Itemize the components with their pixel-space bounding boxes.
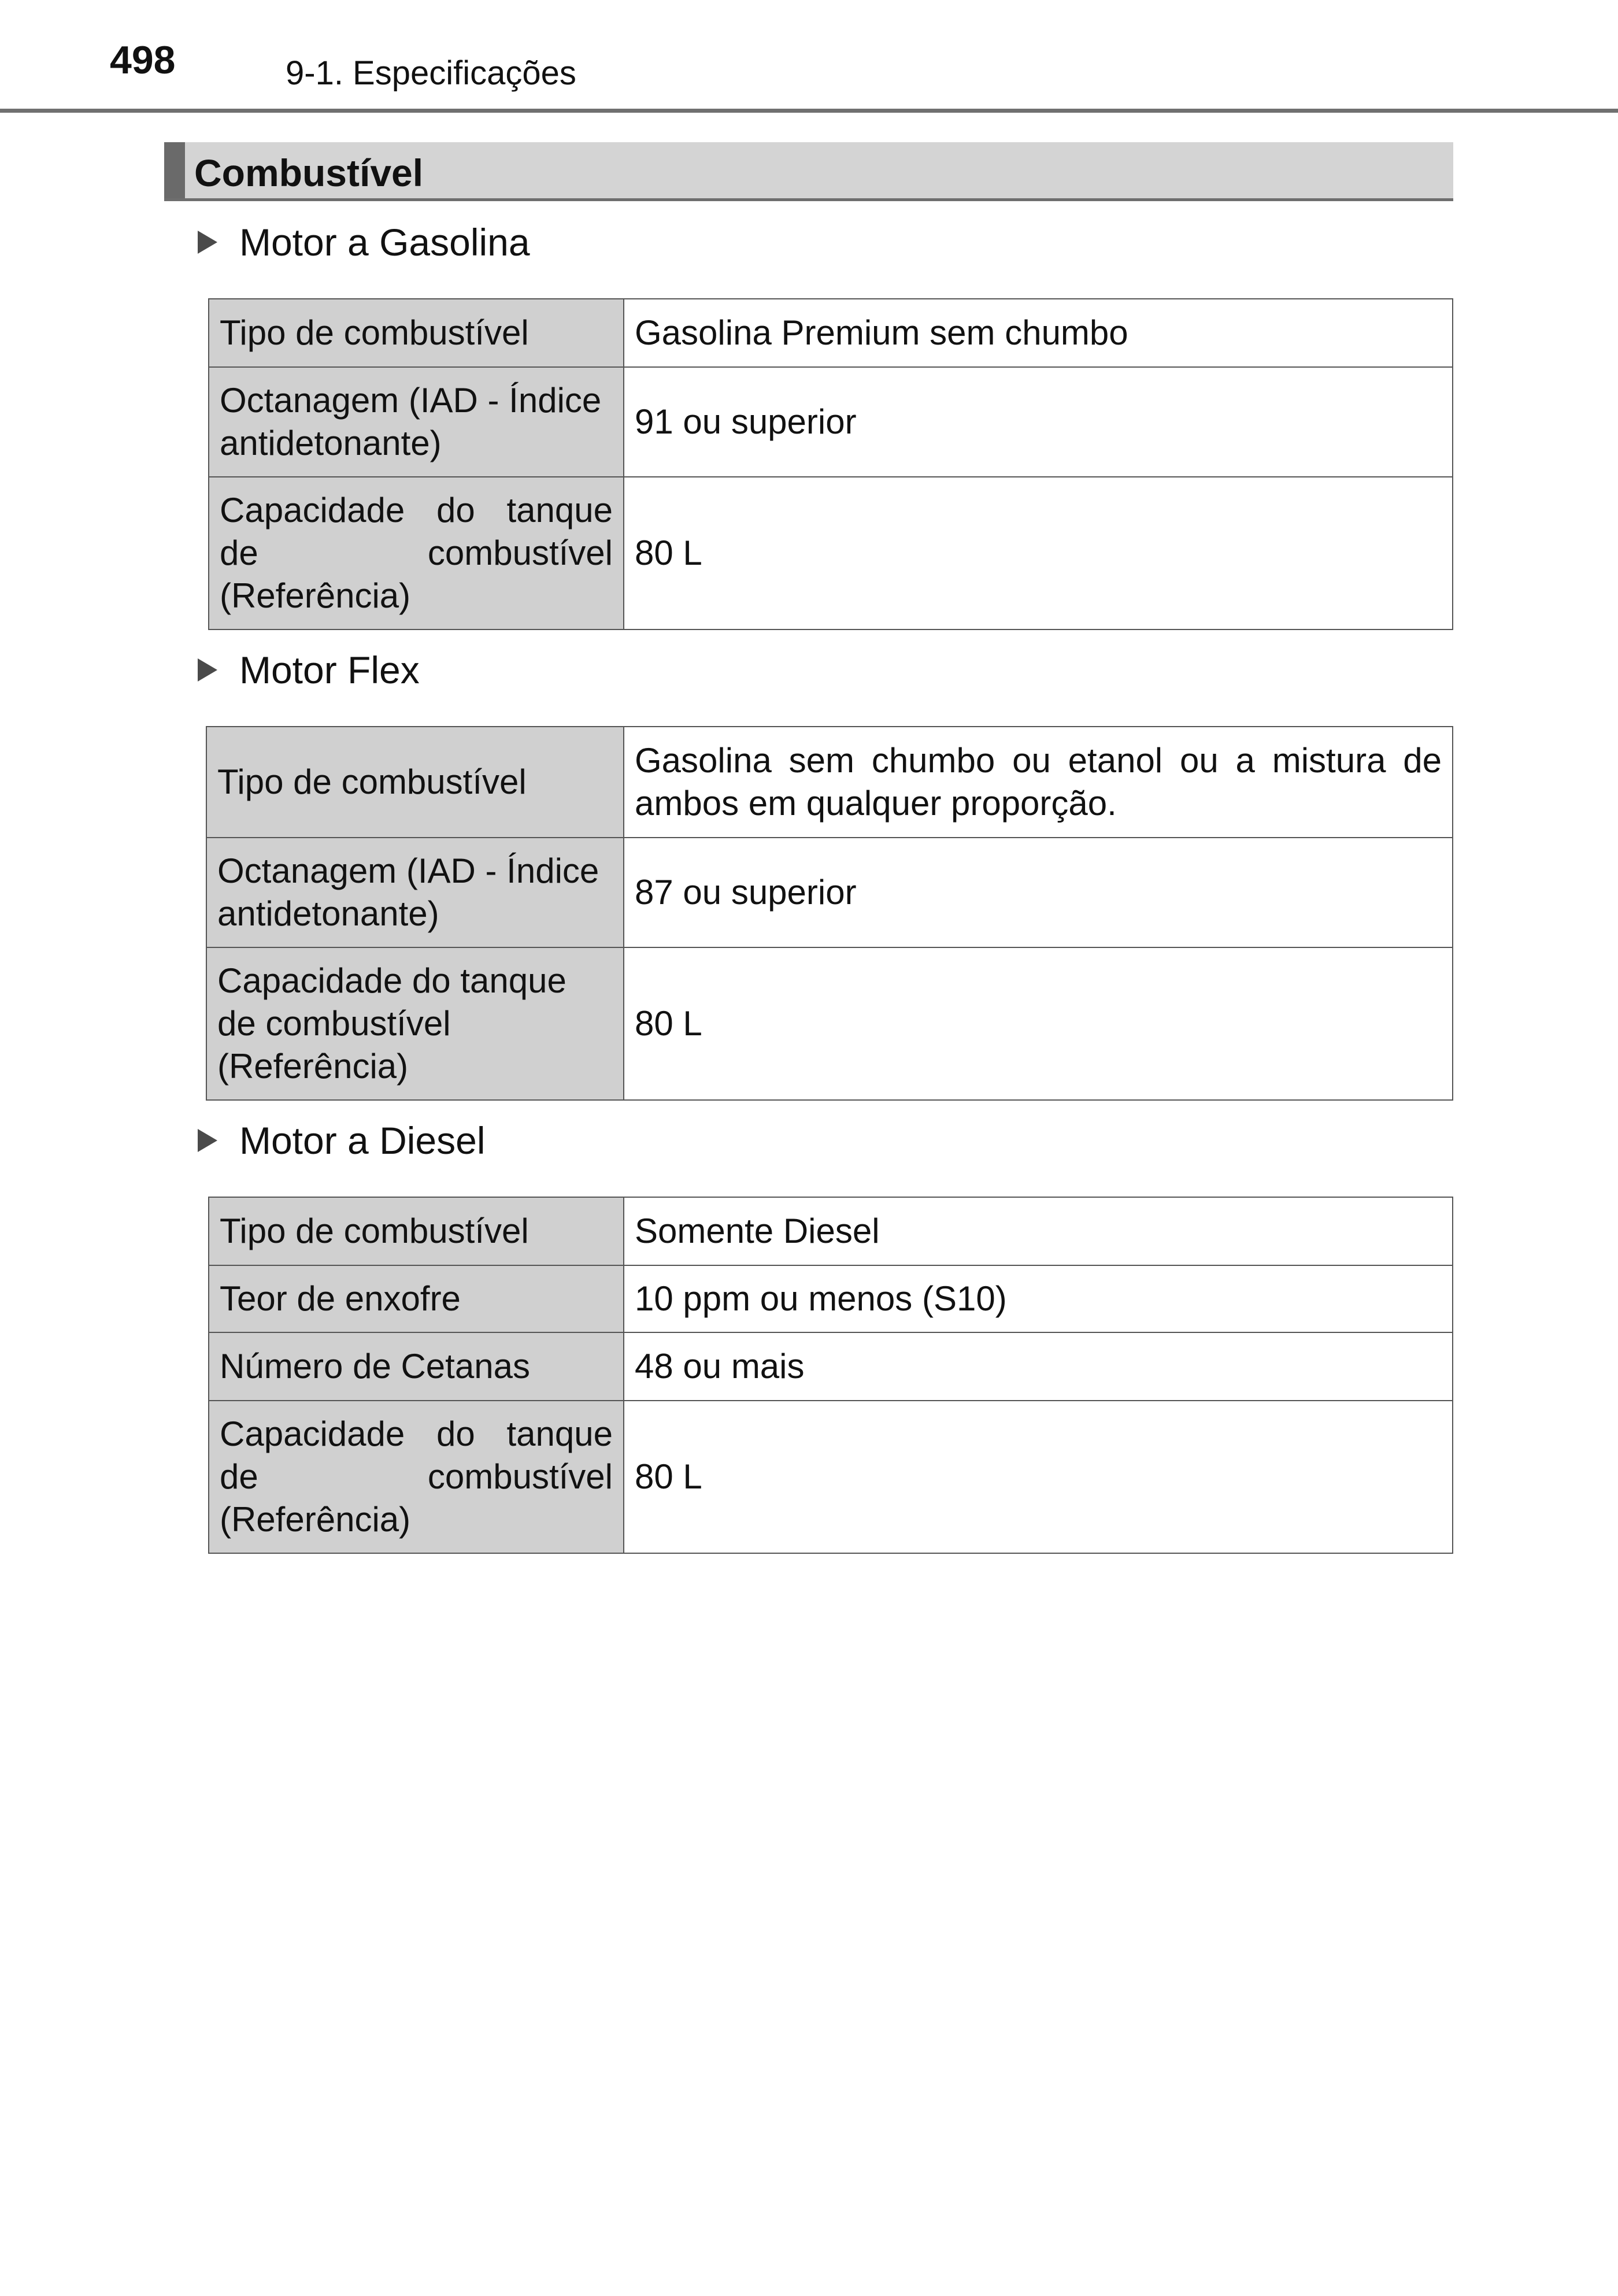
table-row (209, 299, 1453, 367)
gasoline-heading (198, 221, 530, 264)
table-row (209, 1332, 1453, 1401)
row-value: Gasolina Premium sem chumbo (624, 299, 1453, 367)
row-label: Capacidade do tanque de combustível (Referência) (209, 1401, 624, 1553)
row-label: Tipo de combustível (209, 299, 624, 367)
diesel-heading-text: Motor a Diesel (239, 1119, 486, 1162)
row-value: 91 ou superior (624, 367, 1453, 477)
row-label: Octanagem (IAD - Índice antidetonante) (206, 838, 624, 947)
row-label: Teor de enxofre (209, 1265, 624, 1332)
row-value: 80 L (624, 1401, 1453, 1553)
flex-heading (198, 651, 420, 689)
flex-heading-text: Motor Flex (239, 649, 420, 691)
row-value: 80 L (624, 947, 1453, 1100)
section-title: Combustível (194, 151, 424, 194)
table-row (209, 1197, 1453, 1265)
diesel-spec-table (208, 1197, 1453, 1554)
flex-spec-table (206, 726, 1453, 1101)
table-row (209, 367, 1453, 477)
table-row (209, 477, 1453, 629)
section-breadcrumb: 9-1. Especificações (286, 54, 576, 92)
row-value: Somente Diesel (624, 1197, 1453, 1265)
table-row (206, 838, 1453, 947)
row-value: 80 L (624, 477, 1453, 629)
gasoline-heading-text: Motor a Gasolina (239, 221, 530, 264)
row-value: 87 ou superior (624, 838, 1453, 947)
row-label: Tipo de combustível (209, 1197, 624, 1265)
row-value: 48 ou mais (624, 1332, 1453, 1401)
row-value: 10 ppm ou menos (S10) (624, 1265, 1453, 1332)
triangle-bullet-icon (198, 1129, 217, 1152)
table-row (209, 1401, 1453, 1553)
table-row (206, 947, 1453, 1100)
row-label: Capacidade do tanque de combustível (Referência) (209, 477, 624, 629)
row-label: Número de Cetanas (209, 1332, 624, 1401)
row-label: Octanagem (IAD - Índice antidetonante) (209, 367, 624, 477)
gasoline-spec-table (208, 298, 1453, 630)
row-value: Gasolina sem chumbo ou etanol ou a mistura de ambos em qualquer proporção. (624, 727, 1453, 838)
triangle-bullet-icon (198, 231, 217, 254)
row-label: Capacidade do tanque de combustível (Referência) (206, 947, 624, 1100)
triangle-bullet-icon (198, 658, 217, 682)
row-label: Tipo de combustível (206, 727, 624, 838)
diesel-heading (198, 1121, 486, 1160)
table-row (209, 1265, 1453, 1332)
table-row (206, 727, 1453, 838)
section-title-accent (164, 142, 185, 198)
page-number: 498 (110, 38, 176, 82)
section-title-bar (164, 142, 1453, 201)
header-divider (0, 109, 1618, 113)
